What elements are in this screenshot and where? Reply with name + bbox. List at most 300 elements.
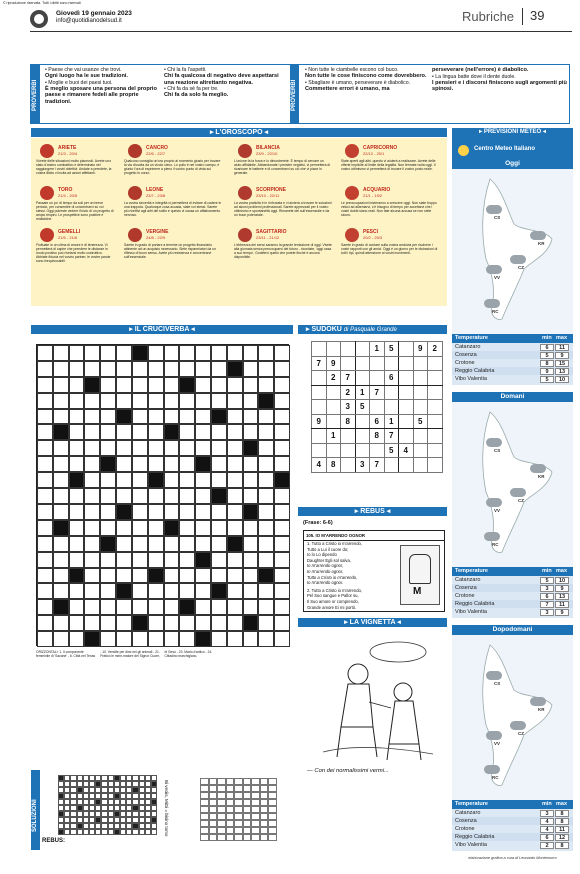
crossword-cell[interactable] [211, 424, 227, 440]
crossword-cell[interactable] [84, 552, 100, 568]
crossword-cell[interactable] [274, 631, 290, 647]
sudoku-cell[interactable]: 1 [370, 342, 385, 357]
sudoku-cell[interactable] [370, 371, 385, 386]
crossword-cell[interactable] [211, 472, 227, 488]
crossword-cell[interactable] [116, 552, 132, 568]
crossword-cell[interactable] [179, 488, 195, 504]
crossword-cell[interactable] [164, 377, 180, 393]
crossword-cell[interactable] [227, 345, 243, 361]
crossword-cell[interactable] [274, 393, 290, 409]
crossword-cell[interactable] [84, 440, 100, 456]
crossword-cell[interactable] [243, 393, 259, 409]
crossword-cell[interactable] [37, 440, 53, 456]
sudoku-cell[interactable]: 1 [326, 429, 341, 444]
crossword-cell[interactable] [274, 583, 290, 599]
sudoku-cell[interactable] [384, 356, 399, 371]
crossword-cell[interactable] [53, 456, 69, 472]
crossword-cell[interactable] [227, 393, 243, 409]
crossword-cell[interactable] [69, 393, 85, 409]
crossword-cell[interactable] [84, 583, 100, 599]
sudoku-cell[interactable] [399, 371, 414, 386]
crossword-cell[interactable] [100, 520, 116, 536]
crossword-cell[interactable] [132, 583, 148, 599]
crossword-cell[interactable] [164, 488, 180, 504]
sudoku-cell[interactable]: 6 [370, 414, 385, 429]
sudoku-cell[interactable] [384, 385, 399, 400]
crossword-cell[interactable] [69, 599, 85, 615]
crossword-cell[interactable] [69, 488, 85, 504]
crossword-cell[interactable] [258, 377, 274, 393]
crossword-cell[interactable] [211, 520, 227, 536]
crossword-cell[interactable] [69, 424, 85, 440]
crossword-cell[interactable] [211, 631, 227, 647]
sudoku-cell[interactable] [413, 356, 428, 371]
crossword-cell[interactable] [148, 631, 164, 647]
crossword-cell[interactable] [179, 568, 195, 584]
crossword-cell[interactable] [148, 456, 164, 472]
sudoku-cell[interactable] [428, 385, 443, 400]
crossword-cell[interactable] [258, 583, 274, 599]
sudoku-cell[interactable]: 1 [355, 385, 370, 400]
crossword-cell[interactable] [37, 409, 53, 425]
crossword-cell[interactable] [69, 440, 85, 456]
crossword-cell[interactable] [37, 504, 53, 520]
crossword-cell[interactable] [258, 440, 274, 456]
sudoku-cell[interactable] [370, 400, 385, 415]
sudoku-cell[interactable] [428, 458, 443, 473]
crossword-cell[interactable] [179, 440, 195, 456]
crossword-cell[interactable] [227, 409, 243, 425]
crossword-cell[interactable] [179, 536, 195, 552]
sudoku-cell[interactable]: 8 [341, 414, 356, 429]
crossword-cell[interactable] [53, 552, 69, 568]
crossword-cell[interactable] [211, 552, 227, 568]
crossword-cell[interactable] [37, 552, 53, 568]
crossword-cell[interactable] [164, 472, 180, 488]
crossword-cell[interactable] [69, 583, 85, 599]
crossword-cell[interactable] [164, 568, 180, 584]
crossword-cell[interactable] [69, 504, 85, 520]
crossword-cell[interactable] [164, 631, 180, 647]
crossword-cell[interactable] [116, 520, 132, 536]
crossword-cell[interactable] [53, 536, 69, 552]
crossword-cell[interactable] [100, 377, 116, 393]
crossword-cell[interactable] [69, 345, 85, 361]
crossword-cell[interactable] [227, 631, 243, 647]
crossword-cell[interactable] [148, 552, 164, 568]
crossword-cell[interactable] [179, 424, 195, 440]
crossword-cell[interactable] [195, 440, 211, 456]
crossword-cell[interactable] [84, 345, 100, 361]
crossword-cell[interactable] [132, 568, 148, 584]
crossword-cell[interactable] [37, 456, 53, 472]
crossword-cell[interactable] [274, 552, 290, 568]
crossword-cell[interactable] [258, 456, 274, 472]
sudoku-cell[interactable] [399, 429, 414, 444]
crossword-cell[interactable] [148, 393, 164, 409]
crossword-cell[interactable] [258, 361, 274, 377]
crossword-cell[interactable] [53, 361, 69, 377]
crossword-cell[interactable] [37, 599, 53, 615]
crossword-cell[interactable] [100, 440, 116, 456]
crossword-cell[interactable] [243, 361, 259, 377]
crossword-cell[interactable] [258, 424, 274, 440]
crossword-cell[interactable] [179, 615, 195, 631]
crossword-cell[interactable] [148, 440, 164, 456]
sudoku-cell[interactable] [399, 458, 414, 473]
crossword-cell[interactable] [164, 599, 180, 615]
crossword-cell[interactable] [164, 583, 180, 599]
crossword-cell[interactable] [195, 393, 211, 409]
sudoku-cell[interactable]: 5 [384, 443, 399, 458]
sudoku-cell[interactable]: 4 [312, 458, 327, 473]
crossword-cell[interactable] [274, 424, 290, 440]
crossword-cell[interactable] [53, 488, 69, 504]
crossword-cell[interactable] [195, 424, 211, 440]
crossword-cell[interactable] [53, 409, 69, 425]
sudoku-cell[interactable]: 8 [326, 458, 341, 473]
crossword-cell[interactable] [37, 345, 53, 361]
crossword-cell[interactable] [243, 536, 259, 552]
crossword-cell[interactable] [274, 599, 290, 615]
crossword-cell[interactable] [116, 615, 132, 631]
crossword-cell[interactable] [132, 393, 148, 409]
crossword-cell[interactable] [69, 456, 85, 472]
sudoku-cell[interactable] [312, 342, 327, 357]
crossword-cell[interactable] [132, 631, 148, 647]
sudoku-cell[interactable]: 9 [312, 414, 327, 429]
sudoku-cell[interactable] [312, 371, 327, 386]
crossword-cell[interactable] [148, 520, 164, 536]
crossword-cell[interactable] [227, 504, 243, 520]
crossword-cell[interactable] [164, 440, 180, 456]
crossword-cell[interactable] [258, 409, 274, 425]
sudoku-cell[interactable]: 9 [326, 356, 341, 371]
crossword-cell[interactable] [179, 631, 195, 647]
crossword-cell[interactable] [258, 488, 274, 504]
sudoku-cell[interactable]: 6 [384, 371, 399, 386]
sudoku-cell[interactable] [341, 356, 356, 371]
crossword-cell[interactable] [84, 536, 100, 552]
crossword-cell[interactable] [84, 456, 100, 472]
crossword-cell[interactable] [179, 393, 195, 409]
sudoku-cell[interactable] [428, 414, 443, 429]
sudoku-cell[interactable] [355, 443, 370, 458]
crossword-cell[interactable] [258, 472, 274, 488]
crossword-cell[interactable] [148, 377, 164, 393]
crossword-cell[interactable] [100, 568, 116, 584]
crossword-cell[interactable] [195, 488, 211, 504]
crossword-cell[interactable] [132, 440, 148, 456]
crossword-cell[interactable] [37, 424, 53, 440]
sudoku-cell[interactable] [428, 356, 443, 371]
crossword-cell[interactable] [227, 472, 243, 488]
sudoku-cell[interactable] [341, 429, 356, 444]
sudoku-cell[interactable] [384, 400, 399, 415]
crossword-cell[interactable] [132, 599, 148, 615]
crossword-cell[interactable] [211, 568, 227, 584]
crossword-cell[interactable] [69, 361, 85, 377]
crossword-cell[interactable] [69, 377, 85, 393]
crossword-cell[interactable] [243, 472, 259, 488]
crossword-cell[interactable] [243, 424, 259, 440]
sudoku-cell[interactable] [399, 385, 414, 400]
sudoku-cell[interactable] [399, 356, 414, 371]
crossword-cell[interactable] [211, 393, 227, 409]
crossword-cell[interactable] [211, 440, 227, 456]
crossword-cell[interactable] [37, 536, 53, 552]
crossword-cell[interactable] [243, 456, 259, 472]
crossword-cell[interactable] [116, 361, 132, 377]
crossword-cell[interactable] [258, 345, 274, 361]
crossword-cell[interactable] [132, 504, 148, 520]
crossword-cell[interactable] [211, 615, 227, 631]
crossword-cell[interactable] [179, 552, 195, 568]
sudoku-cell[interactable] [326, 414, 341, 429]
sudoku-cell[interactable] [413, 385, 428, 400]
crossword-cell[interactable] [116, 393, 132, 409]
crossword-cell[interactable] [211, 377, 227, 393]
sudoku-cell[interactable] [384, 458, 399, 473]
crossword-cell[interactable] [243, 631, 259, 647]
crossword-cell[interactable] [274, 409, 290, 425]
sudoku-cell[interactable]: 7 [341, 371, 356, 386]
crossword-cell[interactable] [195, 568, 211, 584]
crossword-cell[interactable] [164, 393, 180, 409]
sudoku-cell[interactable] [312, 443, 327, 458]
crossword-cell[interactable] [211, 456, 227, 472]
crossword-cell[interactable] [243, 488, 259, 504]
crossword-cell[interactable] [37, 361, 53, 377]
sudoku-cell[interactable]: 7 [384, 429, 399, 444]
crossword-cell[interactable] [258, 536, 274, 552]
crossword-cell[interactable] [37, 583, 53, 599]
crossword-cell[interactable] [164, 552, 180, 568]
crossword-cell[interactable] [195, 520, 211, 536]
crossword-cell[interactable] [274, 361, 290, 377]
crossword-cell[interactable] [195, 599, 211, 615]
sudoku-cell[interactable]: 7 [370, 458, 385, 473]
crossword-cell[interactable] [100, 615, 116, 631]
crossword-cell[interactable] [148, 424, 164, 440]
crossword-cell[interactable] [258, 599, 274, 615]
crossword-cell[interactable] [100, 504, 116, 520]
crossword-cell[interactable] [84, 599, 100, 615]
crossword-cell[interactable] [132, 424, 148, 440]
sudoku-cell[interactable] [399, 342, 414, 357]
crossword-cell[interactable] [211, 361, 227, 377]
crossword-cell[interactable] [53, 568, 69, 584]
crossword-cell[interactable] [100, 393, 116, 409]
crossword-cell[interactable] [69, 552, 85, 568]
sudoku-cell[interactable] [355, 414, 370, 429]
crossword-cell[interactable] [100, 409, 116, 425]
sudoku-cell[interactable] [399, 400, 414, 415]
crossword-cell[interactable] [243, 599, 259, 615]
sudoku-cell[interactable] [326, 400, 341, 415]
crossword-cell[interactable] [100, 472, 116, 488]
sudoku-cell[interactable] [312, 400, 327, 415]
crossword-cell[interactable] [179, 520, 195, 536]
crossword-cell[interactable] [37, 615, 53, 631]
crossword-cell[interactable] [274, 615, 290, 631]
crossword-cell[interactable] [274, 536, 290, 552]
crossword-cell[interactable] [84, 393, 100, 409]
crossword-cell[interactable] [84, 361, 100, 377]
sudoku-cell[interactable] [341, 342, 356, 357]
crossword-cell[interactable] [211, 536, 227, 552]
crossword-cell[interactable] [274, 345, 290, 361]
crossword-cell[interactable] [53, 472, 69, 488]
sudoku-cell[interactable] [341, 443, 356, 458]
crossword-cell[interactable] [195, 345, 211, 361]
sudoku-cell[interactable] [413, 400, 428, 415]
crossword-cell[interactable] [100, 361, 116, 377]
crossword-cell[interactable] [211, 599, 227, 615]
crossword-cell[interactable] [227, 583, 243, 599]
crossword-cell[interactable] [84, 409, 100, 425]
sudoku-cell[interactable] [413, 371, 428, 386]
crossword-cell[interactable] [84, 424, 100, 440]
crossword-cell[interactable] [148, 599, 164, 615]
crossword-cell[interactable] [116, 440, 132, 456]
crossword-cell[interactable] [84, 520, 100, 536]
sudoku-cell[interactable] [413, 443, 428, 458]
sudoku-cell[interactable] [326, 385, 341, 400]
crossword-cell[interactable] [53, 504, 69, 520]
sudoku-cell[interactable] [413, 429, 428, 444]
sudoku-cell[interactable]: 5 [384, 342, 399, 357]
crossword-cell[interactable] [53, 615, 69, 631]
sudoku-cell[interactable] [326, 443, 341, 458]
crossword-cell[interactable] [132, 361, 148, 377]
sudoku-cell[interactable] [355, 356, 370, 371]
crossword-cell[interactable] [258, 504, 274, 520]
crossword-cell[interactable] [37, 488, 53, 504]
crossword-cell[interactable] [84, 504, 100, 520]
sudoku-cell[interactable] [399, 414, 414, 429]
sudoku-cell[interactable] [326, 342, 341, 357]
sudoku-cell[interactable] [341, 458, 356, 473]
crossword-cell[interactable] [100, 583, 116, 599]
crossword-cell[interactable] [37, 377, 53, 393]
crossword-cell[interactable] [195, 583, 211, 599]
sudoku-cell[interactable]: 1 [384, 414, 399, 429]
crossword-cell[interactable] [274, 568, 290, 584]
crossword-cell[interactable] [116, 536, 132, 552]
crossword-cell[interactable] [148, 504, 164, 520]
sudoku-cell[interactable] [370, 443, 385, 458]
crossword-cell[interactable] [274, 440, 290, 456]
crossword-cell[interactable] [148, 409, 164, 425]
crossword-cell[interactable] [148, 615, 164, 631]
crossword-cell[interactable] [227, 456, 243, 472]
crossword-cell[interactable] [227, 568, 243, 584]
sudoku-cell[interactable] [413, 458, 428, 473]
sudoku-cell[interactable] [428, 443, 443, 458]
crossword-cell[interactable] [116, 377, 132, 393]
crossword-cell[interactable] [132, 456, 148, 472]
sudoku-board[interactable] [311, 341, 443, 473]
crossword-cell[interactable] [164, 456, 180, 472]
crossword-cell[interactable] [195, 536, 211, 552]
sudoku-cell[interactable]: 4 [399, 443, 414, 458]
crossword-cell[interactable] [195, 504, 211, 520]
crossword-cell[interactable] [164, 536, 180, 552]
crossword-cell[interactable] [195, 361, 211, 377]
crossword-cell[interactable] [164, 504, 180, 520]
crossword-cell[interactable] [116, 345, 132, 361]
crossword-cell[interactable] [227, 599, 243, 615]
crossword-cell[interactable] [243, 520, 259, 536]
crossword-cell[interactable] [37, 520, 53, 536]
crossword-cell[interactable] [258, 631, 274, 647]
crossword-cell[interactable] [69, 631, 85, 647]
crossword-cell[interactable] [227, 424, 243, 440]
crossword-cell[interactable] [37, 472, 53, 488]
crossword-cell[interactable] [258, 520, 274, 536]
crossword-cell[interactable] [148, 536, 164, 552]
crossword-cell[interactable] [258, 615, 274, 631]
sudoku-cell[interactable] [355, 371, 370, 386]
crossword-cell[interactable] [116, 599, 132, 615]
crossword-cell[interactable] [179, 456, 195, 472]
crossword-cell[interactable] [116, 631, 132, 647]
crossword-cell[interactable] [116, 424, 132, 440]
crossword-cell[interactable] [274, 488, 290, 504]
crossword-cell[interactable] [227, 615, 243, 631]
crossword-cell[interactable] [37, 568, 53, 584]
crossword-cell[interactable] [53, 583, 69, 599]
crossword-cell[interactable] [148, 345, 164, 361]
sudoku-cell[interactable]: 7 [370, 385, 385, 400]
sudoku-cell[interactable] [370, 356, 385, 371]
crossword-cell[interactable] [69, 409, 85, 425]
crossword-cell[interactable] [100, 424, 116, 440]
crossword-cell[interactable] [179, 504, 195, 520]
crossword-cell[interactable] [84, 488, 100, 504]
sudoku-cell[interactable]: 3 [355, 458, 370, 473]
sudoku-cell[interactable] [355, 429, 370, 444]
crossword-cell[interactable] [100, 488, 116, 504]
crossword-cell[interactable] [227, 377, 243, 393]
crossword-cell[interactable] [132, 377, 148, 393]
crossword-cell[interactable] [116, 456, 132, 472]
sudoku-cell[interactable]: 3 [341, 400, 356, 415]
sudoku-cell[interactable]: 5 [355, 400, 370, 415]
crossword-cell[interactable] [116, 568, 132, 584]
crossword-cell[interactable] [53, 377, 69, 393]
sudoku-cell[interactable]: 2 [428, 342, 443, 357]
crossword-cell[interactable] [258, 552, 274, 568]
crossword-cell[interactable] [53, 393, 69, 409]
sudoku-cell[interactable] [428, 429, 443, 444]
crossword-cell[interactable] [179, 583, 195, 599]
crossword-cell[interactable] [84, 568, 100, 584]
crossword-cell[interactable] [179, 345, 195, 361]
crossword-grid[interactable] [36, 344, 289, 646]
sudoku-cell[interactable] [428, 400, 443, 415]
crossword-cell[interactable] [274, 456, 290, 472]
crossword-cell[interactable] [53, 631, 69, 647]
crossword-cell[interactable] [195, 615, 211, 631]
crossword-cell[interactable] [227, 552, 243, 568]
sudoku-cell[interactable]: 7 [312, 356, 327, 371]
crossword-cell[interactable] [116, 488, 132, 504]
crossword-cell[interactable] [164, 409, 180, 425]
crossword-cell[interactable] [116, 472, 132, 488]
crossword-cell[interactable] [132, 552, 148, 568]
